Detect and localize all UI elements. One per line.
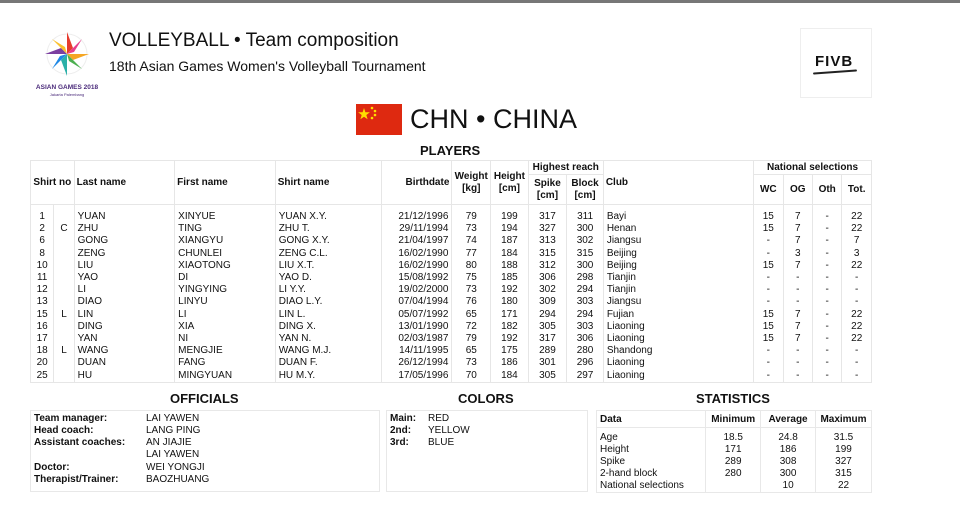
player-cell: 302 xyxy=(567,235,604,247)
player-cell: 65 xyxy=(452,345,491,357)
player-cell: 73 xyxy=(452,223,491,235)
player-cell: 70 xyxy=(452,369,491,382)
player-cell: 7 xyxy=(783,235,812,247)
player-cell: XIA xyxy=(175,321,276,333)
player-cell: YAO D. xyxy=(275,272,382,284)
player-cell: - xyxy=(754,235,783,247)
player-cell: 7 xyxy=(783,333,812,345)
player-cell: 303 xyxy=(567,296,604,308)
stat-col-maximum: Maximum xyxy=(816,411,872,428)
player-cell: Tianjin xyxy=(603,272,753,284)
player-cell: CHUNLEI xyxy=(175,248,276,260)
official-row: LAI YAWEN xyxy=(146,449,200,460)
player-cell: 13 xyxy=(31,296,54,308)
top-rule xyxy=(0,0,960,3)
player-cell: 74 xyxy=(452,235,491,247)
color-row: 2nd: YELLOW xyxy=(390,425,470,436)
player-cell: DIAO L.Y. xyxy=(275,296,382,308)
official-row: Head coach: LANG PING xyxy=(34,425,201,436)
player-cell: Jiangsu xyxy=(603,296,753,308)
player-cell: LI xyxy=(74,284,175,296)
statistics-cell: Height xyxy=(597,444,706,456)
statistics-cell: 300 xyxy=(761,468,816,480)
player-cell: 7 xyxy=(783,223,812,235)
player-cell: 21/12/1996 xyxy=(382,205,452,224)
col-highest-reach: Highest reach xyxy=(528,161,603,175)
player-cell: NI xyxy=(175,333,276,345)
player-cell: 313 xyxy=(528,235,567,247)
player-cell: - xyxy=(754,272,783,284)
statistics-cell: 199 xyxy=(816,444,872,456)
official-row: Doctor: WEI YONGJI xyxy=(34,462,205,473)
player-cell: 22 xyxy=(842,321,872,333)
statistics-cell: 171 xyxy=(706,444,761,456)
player-cell: 194 xyxy=(491,223,529,235)
player-cell: Liaoning xyxy=(603,321,753,333)
player-cell: 26/12/1994 xyxy=(382,357,452,369)
asian-games-logo xyxy=(32,26,102,98)
player-cell: 22 xyxy=(842,333,872,345)
player-cell xyxy=(54,357,74,369)
player-cell: 10 xyxy=(31,260,54,272)
player-cell: Liaoning xyxy=(603,333,753,345)
player-cell: YUAN xyxy=(74,205,175,224)
player-cell: MENGJIE xyxy=(175,345,276,357)
statistics-cell: Spike xyxy=(597,456,706,468)
player-cell: 15/08/1992 xyxy=(382,272,452,284)
player-cell: 79 xyxy=(452,333,491,345)
player-cell: 12 xyxy=(31,284,54,296)
player-row xyxy=(31,205,872,224)
player-cell xyxy=(54,333,74,345)
player-cell: - xyxy=(812,235,841,247)
player-cell xyxy=(54,321,74,333)
colors-heading: COLORS xyxy=(458,391,514,406)
player-cell: 312 xyxy=(528,260,567,272)
player-cell: 311 xyxy=(567,205,604,224)
statistics-cell: 31.5 xyxy=(816,428,872,445)
player-cell: 15 xyxy=(754,223,783,235)
statistics-row xyxy=(597,428,872,445)
player-cell: 300 xyxy=(567,223,604,235)
player-cell: 327 xyxy=(528,223,567,235)
col-birthdate: Birthdate xyxy=(382,161,452,205)
player-cell: 315 xyxy=(567,248,604,260)
svg-text:Jakarta Palembang: Jakarta Palembang xyxy=(49,92,85,97)
player-cell: Beijing xyxy=(603,260,753,272)
player-cell: Bayi xyxy=(603,205,753,224)
col-shirt-name: Shirt name xyxy=(275,161,382,205)
fivb-logo-swoosh xyxy=(813,69,857,74)
player-cell: WANG M.J. xyxy=(275,345,382,357)
player-cell: - xyxy=(812,296,841,308)
player-cell: 294 xyxy=(528,309,567,321)
player-cell: 07/04/1994 xyxy=(382,296,452,308)
player-cell: - xyxy=(812,205,841,224)
player-cell: 298 xyxy=(567,272,604,284)
player-row xyxy=(31,321,872,333)
player-cell: 186 xyxy=(491,357,529,369)
col-shirt-no: Shirt no xyxy=(31,161,75,205)
fivb-logo xyxy=(800,28,872,98)
player-cell: LIN L. xyxy=(275,309,382,321)
player-cell: - xyxy=(842,284,872,296)
player-row xyxy=(31,248,872,260)
player-cell: 16/02/1990 xyxy=(382,248,452,260)
player-cell: - xyxy=(812,321,841,333)
player-cell xyxy=(54,296,74,308)
player-cell: LIU xyxy=(74,260,175,272)
official-row: Assistant coaches: AN JIAJIE xyxy=(34,437,192,448)
player-cell: Shandong xyxy=(603,345,753,357)
player-cell: 182 xyxy=(491,321,529,333)
player-cell: 187 xyxy=(491,235,529,247)
player-cell: XIAOTONG xyxy=(175,260,276,272)
player-cell: DIAO xyxy=(74,296,175,308)
player-cell: 22 xyxy=(842,260,872,272)
player-cell: 65 xyxy=(452,309,491,321)
player-cell: 1 xyxy=(31,205,54,224)
player-cell: - xyxy=(812,369,841,382)
player-cell: - xyxy=(842,272,872,284)
col-height: Height [cm] xyxy=(491,161,529,205)
player-cell: 306 xyxy=(567,333,604,345)
player-cell: Henan xyxy=(603,223,753,235)
player-cell: 296 xyxy=(567,357,604,369)
player-cell: 184 xyxy=(491,248,529,260)
player-cell: 8 xyxy=(31,248,54,260)
officials-heading: OFFICIALS xyxy=(170,391,239,406)
statistics-cell: 280 xyxy=(706,468,761,480)
col-last-name: Last name xyxy=(74,161,175,205)
player-row xyxy=(31,235,872,247)
player-cell: 15 xyxy=(31,309,54,321)
col-national-selections: National selections xyxy=(754,161,872,175)
player-cell: L xyxy=(54,309,74,321)
player-cell: YUAN X.Y. xyxy=(275,205,382,224)
player-cell: - xyxy=(842,369,872,382)
player-cell: - xyxy=(812,309,841,321)
player-cell: TING xyxy=(175,223,276,235)
player-cell: - xyxy=(842,357,872,369)
player-cell: - xyxy=(812,284,841,296)
player-cell: 199 xyxy=(491,205,529,224)
player-cell: 294 xyxy=(567,284,604,296)
statistics-table-body xyxy=(597,428,872,493)
player-cell: - xyxy=(783,357,812,369)
statistics-cell: 289 xyxy=(706,456,761,468)
player-cell: 297 xyxy=(567,369,604,382)
player-cell: 15 xyxy=(754,321,783,333)
player-cell: 192 xyxy=(491,284,529,296)
player-cell: 13/01/1990 xyxy=(382,321,452,333)
player-cell: 303 xyxy=(567,321,604,333)
player-cell: 309 xyxy=(528,296,567,308)
player-cell xyxy=(54,235,74,247)
player-cell: GONG X.Y. xyxy=(275,235,382,247)
col-oth: Oth xyxy=(812,175,841,205)
official-row: Therapist/Trainer: BAOZHUANG xyxy=(34,474,210,485)
player-cell: 289 xyxy=(528,345,567,357)
col-block: Block [cm] xyxy=(567,175,604,205)
player-cell: DING xyxy=(74,321,175,333)
player-cell: - xyxy=(754,284,783,296)
player-cell xyxy=(54,284,74,296)
player-cell: LIN xyxy=(74,309,175,321)
player-cell: 22 xyxy=(842,205,872,224)
player-cell: Beijing xyxy=(603,248,753,260)
player-cell: - xyxy=(812,357,841,369)
col-first-name: First name xyxy=(175,161,276,205)
statistics-row xyxy=(597,456,872,468)
player-cell: - xyxy=(783,284,812,296)
player-cell: 77 xyxy=(452,248,491,260)
player-cell: FANG xyxy=(175,357,276,369)
player-cell: 15 xyxy=(754,260,783,272)
player-cell: 15 xyxy=(754,205,783,224)
player-cell: - xyxy=(754,345,783,357)
player-cell: 15 xyxy=(754,333,783,345)
player-cell: GONG xyxy=(74,235,175,247)
player-cell: 317 xyxy=(528,333,567,345)
colors-box xyxy=(386,410,588,492)
player-cell: LINYU xyxy=(175,296,276,308)
player-cell: HU xyxy=(74,369,175,382)
official-row: Team manager: LAI YAWEN xyxy=(34,413,200,424)
player-cell: C xyxy=(54,223,74,235)
player-cell: ZENG xyxy=(74,248,175,260)
player-cell: 280 xyxy=(567,345,604,357)
player-cell: Jiangsu xyxy=(603,235,753,247)
player-cell: LI xyxy=(175,309,276,321)
player-cell: ZHU xyxy=(74,223,175,235)
player-cell: LIU X.T. xyxy=(275,260,382,272)
player-cell: - xyxy=(812,333,841,345)
statistics-cell: Age xyxy=(597,428,706,445)
player-cell: XIANGYU xyxy=(175,235,276,247)
player-cell: 73 xyxy=(452,284,491,296)
player-cell: 22 xyxy=(842,309,872,321)
player-cell: - xyxy=(812,345,841,357)
color-row: Main: RED xyxy=(390,413,450,424)
player-cell: DUAN xyxy=(74,357,175,369)
players-table-body xyxy=(31,205,872,383)
player-cell: 2 xyxy=(31,223,54,235)
player-cell: 3 xyxy=(783,248,812,260)
player-cell: HU M.Y. xyxy=(275,369,382,382)
player-cell: Tianjin xyxy=(603,284,753,296)
statistics-cell: 327 xyxy=(816,456,872,468)
player-cell: 305 xyxy=(528,369,567,382)
team-country: CHN • CHINA xyxy=(410,104,577,134)
player-cell: 192 xyxy=(491,333,529,345)
player-cell: WANG xyxy=(74,345,175,357)
player-row xyxy=(31,284,872,296)
player-cell: YAO xyxy=(74,272,175,284)
player-cell: - xyxy=(754,248,783,260)
player-cell: 16/02/1990 xyxy=(382,260,452,272)
player-cell: 25 xyxy=(31,369,54,382)
player-cell: 80 xyxy=(452,260,491,272)
player-cell: 185 xyxy=(491,272,529,284)
player-cell: Fujian xyxy=(603,309,753,321)
player-cell: 315 xyxy=(528,248,567,260)
player-cell: 20 xyxy=(31,357,54,369)
player-cell xyxy=(54,369,74,382)
statistics-cell: 2-hand block xyxy=(597,468,706,480)
player-cell: 306 xyxy=(528,272,567,284)
player-cell: DI xyxy=(175,272,276,284)
player-cell: 305 xyxy=(528,321,567,333)
player-cell: YAN N. xyxy=(275,333,382,345)
player-cell: 76 xyxy=(452,296,491,308)
player-cell: 317 xyxy=(528,205,567,224)
player-cell: 302 xyxy=(528,284,567,296)
stat-col-average: Average xyxy=(761,411,816,428)
statistics-cell: 18.5 xyxy=(706,428,761,445)
player-cell: - xyxy=(812,248,841,260)
player-cell: - xyxy=(754,369,783,382)
player-cell: 171 xyxy=(491,309,529,321)
col-og: OG xyxy=(783,175,812,205)
col-spike: Spike [cm] xyxy=(528,175,567,205)
statistics-cell: 24.8 xyxy=(761,428,816,445)
statistics-cell: 22 xyxy=(816,480,872,493)
player-cell: 180 xyxy=(491,296,529,308)
player-cell: - xyxy=(754,357,783,369)
player-cell: 79 xyxy=(452,205,491,224)
officials-box xyxy=(30,410,380,492)
player-cell: - xyxy=(783,272,812,284)
player-cell: - xyxy=(812,272,841,284)
player-row xyxy=(31,296,872,308)
statistics-cell: 10 xyxy=(761,480,816,493)
player-cell: - xyxy=(783,369,812,382)
col-wc: WC xyxy=(754,175,783,205)
players-table xyxy=(30,160,872,383)
player-cell xyxy=(54,260,74,272)
player-cell: LI Y.Y. xyxy=(275,284,382,296)
player-cell: - xyxy=(812,260,841,272)
player-cell: 188 xyxy=(491,260,529,272)
statistics-row xyxy=(597,444,872,456)
player-cell: Liaoning xyxy=(603,357,753,369)
document-subtitle: 18th Asian Games Women's Volleyball Tournament xyxy=(109,58,426,74)
player-cell: 14/11/1995 xyxy=(382,345,452,357)
stat-col-data: Data xyxy=(597,411,706,428)
document-title: VOLLEYBALL • Team composition xyxy=(109,30,399,51)
player-cell: 17 xyxy=(31,333,54,345)
player-cell: 18 xyxy=(31,345,54,357)
player-cell: 300 xyxy=(567,260,604,272)
player-cell: L xyxy=(54,345,74,357)
col-tot: Tot. xyxy=(842,175,872,205)
player-cell: 7 xyxy=(783,260,812,272)
player-cell: - xyxy=(783,345,812,357)
color-row: 3rd: BLUE xyxy=(390,437,455,448)
player-row xyxy=(31,333,872,345)
statistics-row xyxy=(597,480,872,493)
player-row xyxy=(31,272,872,284)
statistics-cell: 315 xyxy=(816,468,872,480)
player-row xyxy=(31,345,872,357)
player-cell xyxy=(54,248,74,260)
players-heading: PLAYERS xyxy=(420,143,481,158)
player-cell: 294 xyxy=(567,309,604,321)
player-cell: - xyxy=(842,296,872,308)
fivb-logo-text: FIVB xyxy=(815,53,854,70)
player-cell: 7 xyxy=(842,235,872,247)
statistics-cell: 308 xyxy=(761,456,816,468)
player-cell: 05/07/1992 xyxy=(382,309,452,321)
player-cell: - xyxy=(812,223,841,235)
player-cell: DING X. xyxy=(275,321,382,333)
col-weight: Weight [kg] xyxy=(452,161,491,205)
player-cell: MINGYUAN xyxy=(175,369,276,382)
player-cell: DUAN F. xyxy=(275,357,382,369)
player-cell: 21/04/1997 xyxy=(382,235,452,247)
player-row xyxy=(31,369,872,382)
statistics-row xyxy=(597,468,872,480)
player-cell: - xyxy=(754,296,783,308)
player-cell: YINGYING xyxy=(175,284,276,296)
player-cell: 22 xyxy=(842,223,872,235)
player-row xyxy=(31,260,872,272)
player-cell: YAN xyxy=(74,333,175,345)
player-cell: 16 xyxy=(31,321,54,333)
statistics-heading: STATISTICS xyxy=(696,391,770,406)
player-cell: 7 xyxy=(783,205,812,224)
player-cell: 73 xyxy=(452,357,491,369)
player-cell: 75 xyxy=(452,272,491,284)
player-row xyxy=(31,309,872,321)
player-cell: ZENG C.L. xyxy=(275,248,382,260)
statistics-cell: National selections xyxy=(597,480,706,493)
statistics-cell xyxy=(706,480,761,493)
player-cell: - xyxy=(783,296,812,308)
player-cell: 184 xyxy=(491,369,529,382)
statistics-cell: 186 xyxy=(761,444,816,456)
player-cell: 6 xyxy=(31,235,54,247)
player-cell: ZHU T. xyxy=(275,223,382,235)
player-cell: 19/02/2000 xyxy=(382,284,452,296)
player-cell: Liaoning xyxy=(603,369,753,382)
player-row xyxy=(31,223,872,235)
player-cell: 02/03/1987 xyxy=(382,333,452,345)
player-cell: 3 xyxy=(842,248,872,260)
player-cell: 301 xyxy=(528,357,567,369)
player-cell: 15 xyxy=(754,309,783,321)
player-cell: 11 xyxy=(31,272,54,284)
player-cell: 17/05/1996 xyxy=(382,369,452,382)
china-flag-icon xyxy=(356,104,402,135)
player-cell xyxy=(54,205,74,224)
svg-text:ASIAN GAMES 2018: ASIAN GAMES 2018 xyxy=(35,84,99,91)
player-cell: XINYUE xyxy=(175,205,276,224)
statistics-table xyxy=(596,410,872,493)
player-cell: 7 xyxy=(783,309,812,321)
player-row xyxy=(31,357,872,369)
player-cell: 7 xyxy=(783,321,812,333)
player-cell: 175 xyxy=(491,345,529,357)
player-cell: 72 xyxy=(452,321,491,333)
player-cell: 29/11/1994 xyxy=(382,223,452,235)
col-club: Club xyxy=(603,161,753,205)
player-cell: - xyxy=(842,345,872,357)
player-cell xyxy=(54,272,74,284)
stat-col-minimum: Minimum xyxy=(706,411,761,428)
